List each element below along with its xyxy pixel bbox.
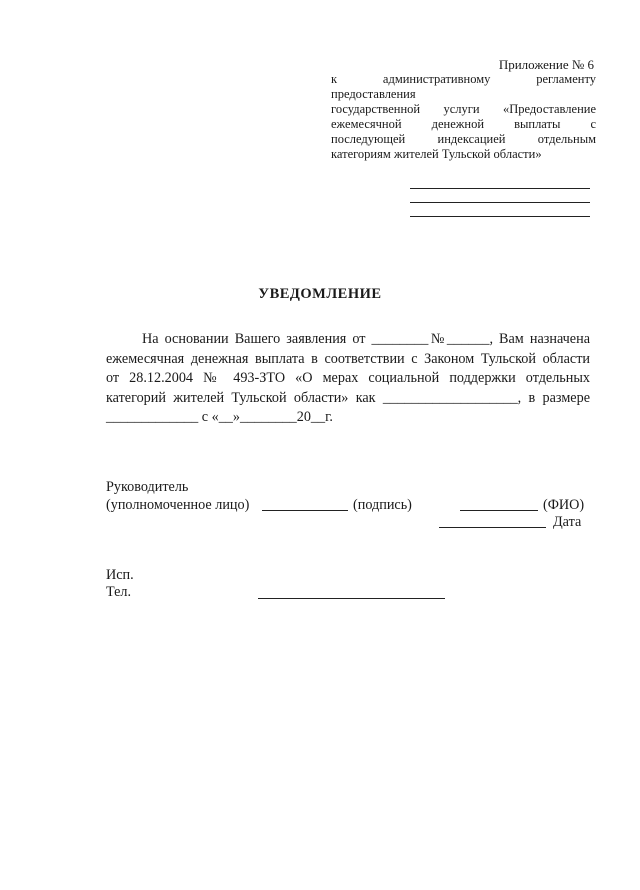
appendix-line: ежемесячной денежной выплаты с xyxy=(331,117,596,131)
notice-line: категорий жителей Тульской области» как ___________________, в размере xyxy=(106,389,590,406)
executor-label: Исп. xyxy=(106,567,134,583)
appendix-description xyxy=(331,72,596,162)
appendix-title: Приложение № 6 xyxy=(498,57,594,72)
document-title: УВЕДОМЛЕНИЕ xyxy=(258,286,382,302)
signature-caption: (подпись) xyxy=(353,497,412,513)
notice-line: от 28.12.2004 № 493-ЗТО «О мерах социальной поддержки отдельных xyxy=(106,370,590,386)
appendix-line: категориям жителей Тульской области» xyxy=(331,147,542,161)
notice-body xyxy=(106,330,590,428)
fio-caption: (ФИО) xyxy=(543,497,585,513)
notice-line: _____________ с «__»________20__г. xyxy=(106,409,333,425)
phone-label: Тел. xyxy=(106,584,132,600)
addressee-line[interactable] xyxy=(410,216,590,217)
notice-line: ежемесячная денежная выплата в соответствии с Законом Тульской области xyxy=(106,350,590,367)
date-line[interactable] xyxy=(439,527,546,528)
phone-line[interactable] xyxy=(258,598,445,599)
manager-label: Руководитель xyxy=(106,479,189,495)
appendix-line: государственной услуги «Предоставление xyxy=(331,102,596,116)
addressee-line[interactable] xyxy=(410,188,590,189)
authorized-person-label: (уполномоченное лицо) xyxy=(106,497,250,513)
notice-line: На основании Вашего заявления от ________№______, Вам назначена xyxy=(142,331,590,347)
signature-line[interactable] xyxy=(262,510,348,511)
appendix-line: последующей индексацией отдельным xyxy=(331,132,596,146)
addressee-line[interactable] xyxy=(410,202,590,203)
fio-line[interactable] xyxy=(460,510,538,511)
date-caption: Дата xyxy=(553,514,582,530)
appendix-line: к административному регламенту предоставления xyxy=(331,72,596,101)
